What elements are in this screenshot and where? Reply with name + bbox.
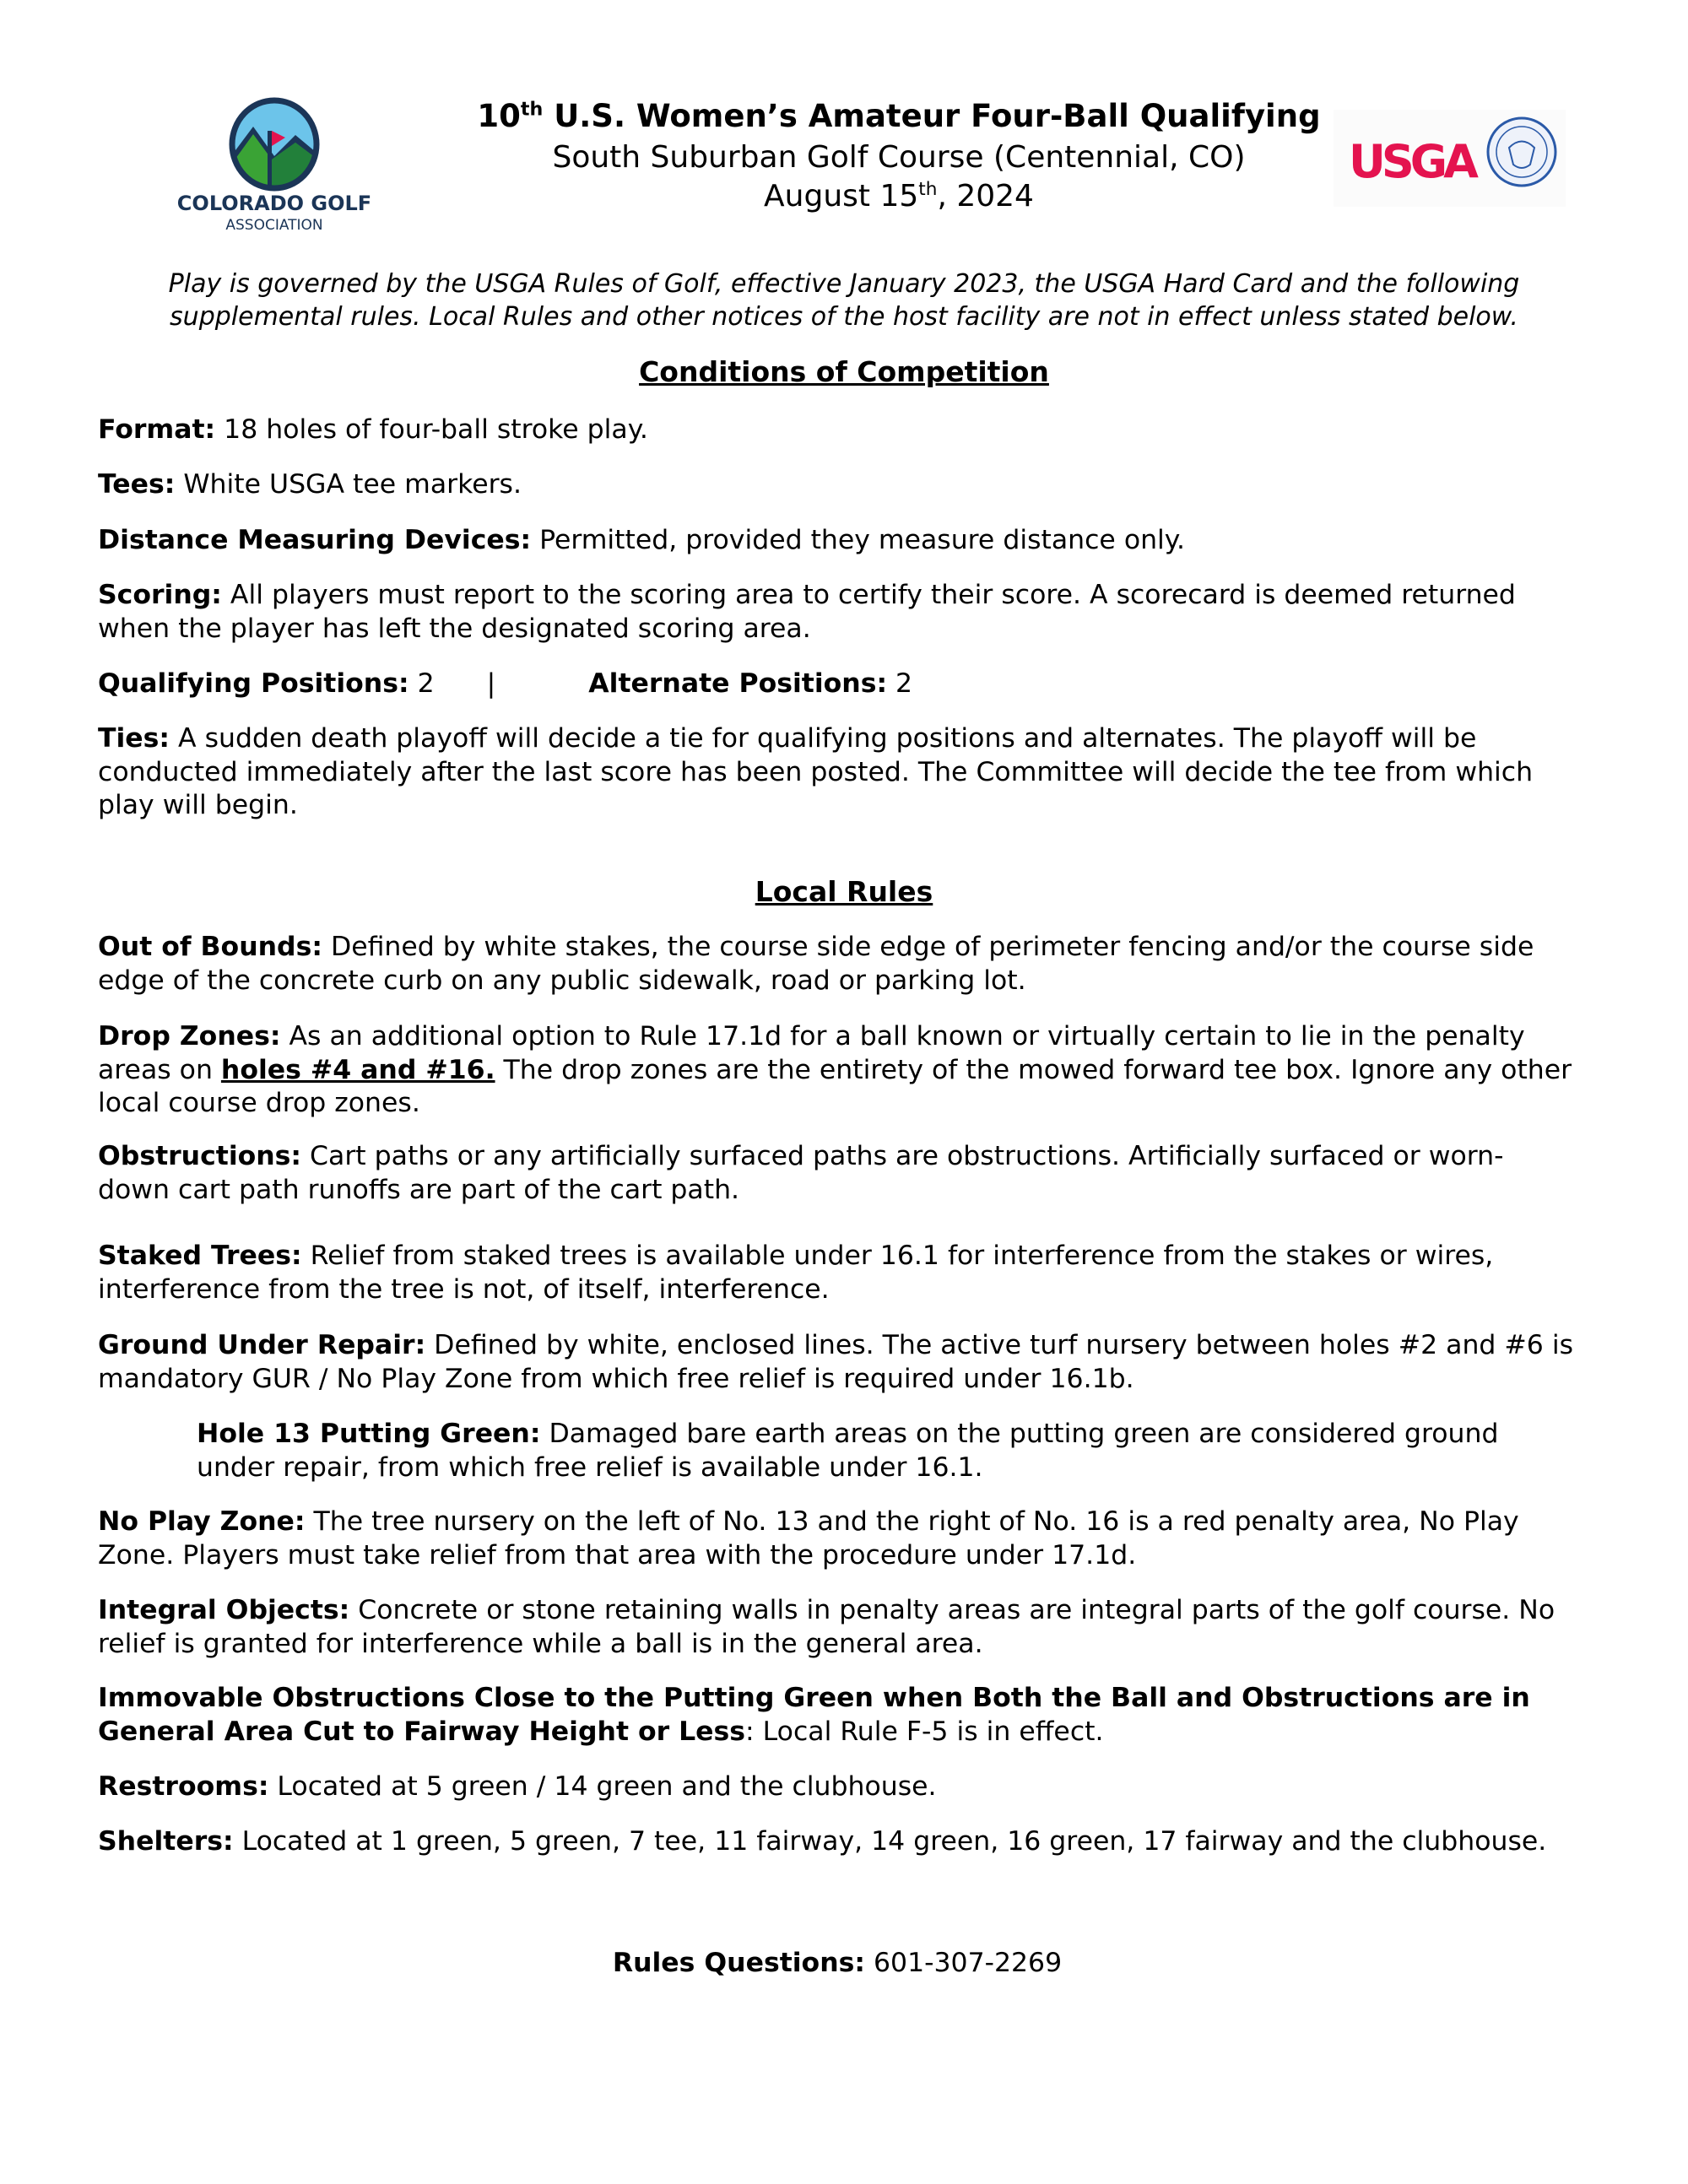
usga-seal-icon (1484, 114, 1560, 190)
colorado-golf-association-logo (169, 97, 380, 241)
usga-wordmark: USGA (1349, 135, 1474, 188)
conditions-heading: Conditions of Competition (639, 355, 1049, 388)
intro-statement: Play is governed by the USGA Rules of Golf, effective January 2023, the USGA Hard Card and the following supplemental rules. Local Rules and other notices of the host facility are not in effect unless stated below. (168, 269, 1520, 332)
cga-logo-line2: ASSOCIATION (225, 217, 323, 234)
usga-logo (1334, 110, 1566, 207)
cga-logo-line1: COLORADO GOLF (176, 192, 372, 215)
positions-rule: Qualifying Positions: 2 | Alternate Positions: 2 (98, 668, 913, 699)
venue: South Suburban Golf Course (Centennial, CO) (552, 140, 1246, 175)
no-play-zone-rule: No Play Zone: The tree nursery on the left of No. 13 and the right of No. 16 is a red penalty area, No Play Zone. Players must take relief from that area with the procedure under 17.1d. (98, 1506, 1519, 1570)
obstructions-rule: Obstructions: Cart paths or any artificially surfaced paths are obstructions. Artificially surfaced or worn-down cart path runoffs are part of the cart path. (98, 1141, 1504, 1205)
integral-objects-rule: Integral Objects: Concrete or stone retaining walls in penalty areas are integral parts of the golf course. No relief is granted for interference while a ball is in the general area. (98, 1595, 1555, 1659)
staked-trees-rule: Staked Trees: Relief from staked trees is available under 16.1 for interference from the stakes or wires, interference from the tree is not, of itself, interference. (98, 1241, 1494, 1305)
document-title: 10th U.S. Women’s Amateur Four-Ball Qualifying (477, 98, 1321, 134)
shelters-rule: Shelters: Located at 1 green, 5 green, 7 tee, 11 fairway, 14 green, 16 green, 17 fairway and the clubhouse. (98, 1826, 1547, 1857)
gur-rule: Ground Under Repair: Defined by white, enclosed lines. The active turf nursery between holes #2 and #6 is mandatory GUR / No Play Zone from which free relief is required under 16.1b. (98, 1330, 1574, 1394)
tees-rule: Tees: White USGA tee markers. (98, 469, 522, 500)
immovable-obstructions-rule: Immovable Obstructions Close to the Putting Green when Both the Ball and Obstructions are in General Area Cut to Fairway Height or Less: Local Rule F-5 is in effect. (98, 1683, 1530, 1747)
event-date: August 15th, 2024 (764, 179, 1034, 214)
rules-questions: Rules Questions: 601-307-2269 (612, 1948, 1063, 1978)
local-rules-heading: Local Rules (755, 875, 933, 908)
oob-rule: Out of Bounds: Defined by white stakes, the course side edge of perimeter fencing and/or the course side edge of the concrete curb on any public sidewalk, road or parking lot. (98, 932, 1534, 996)
ties-rule: Ties: A sudden death playoff will decide a tie for qualifying positions and alternates. The playoff will be conducted immediately after the last score has been posted. The Committee will decide the tee from which play will begin. (98, 723, 1534, 820)
restrooms-rule: Restrooms: Located at 5 green / 14 green and the clubhouse. (98, 1771, 937, 1802)
drop-zones-rule: Drop Zones: As an additional option to Rule 17.1d for a ball known or virtually certain to lie in the penalty areas on holes #4 and #16. The drop zones are the entirety of the mowed forward tee box. Ignore any other local course drop zones. (98, 1021, 1572, 1118)
hole13-rule: Hole 13 Putting Green: Damaged bare earth areas on the putting green are considered ground under repair, from which free relief is available under 16.1. (197, 1419, 1499, 1483)
format-rule: Format: 18 holes of four-ball stroke play. (98, 414, 648, 445)
scoring-rule: Scoring: All players must report to the scoring area to certify their score. A scorecard is deemed returned when the player has left the designated scoring area. (98, 580, 1516, 644)
dmd-rule: Distance Measuring Devices: Permitted, provided they measure distance only. (98, 525, 1185, 555)
rules-phone: 601-307-2269 (864, 1948, 1063, 1978)
